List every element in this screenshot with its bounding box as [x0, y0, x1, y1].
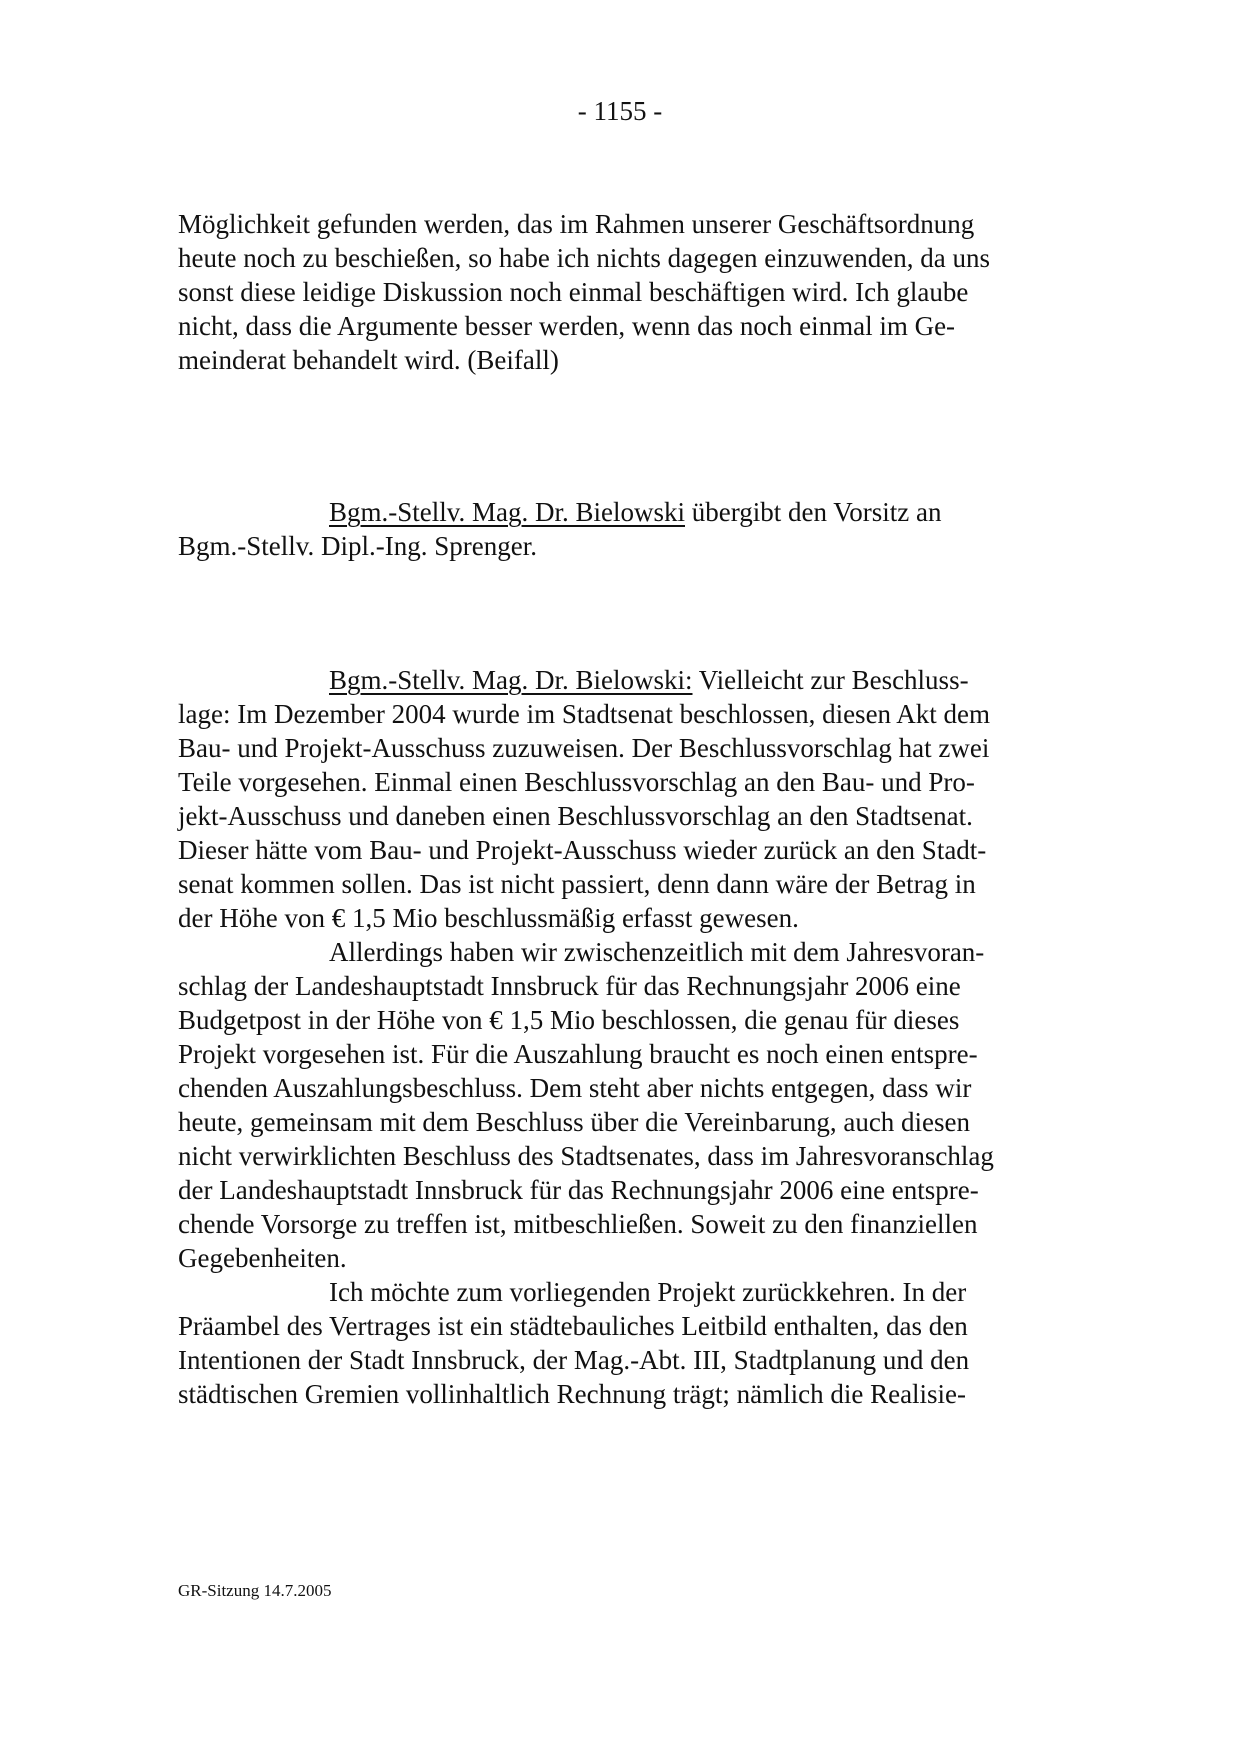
text-line: Präambel des Vertrages ist ein städtebauliches Leitbild enthalten, das den — [178, 1311, 968, 1341]
text-line: der Landeshauptstadt Innsbruck für das Rechnungsjahr 2006 eine entspre- — [178, 1175, 979, 1205]
text-line: nicht, dass die Argumente besser werden, wenn das noch einmal im Ge- — [178, 311, 956, 341]
text-line: Bgm.-Stellv. Dipl.-Ing. Sprenger. — [178, 531, 537, 561]
text-line: sonst diese leidige Diskussion noch einmal beschäftigen wird. Ich glaube — [178, 277, 969, 307]
text-line: städtischen Gremien vollinhaltlich Rechnung trägt; nämlich die Realisie- — [178, 1379, 967, 1409]
text-line: senat kommen sollen. Das ist nicht passiert, denn dann wäre der Betrag in — [178, 869, 976, 899]
text-line: Teile vorgesehen. Einmal einen Beschlussvorschlag an den Bau- und Pro- — [178, 767, 975, 797]
text-line: Budgetpost in der Höhe von € 1,5 Mio beschlossen, die genau für dieses — [178, 1005, 960, 1035]
text-line: lage: Im Dezember 2004 wurde im Stadtsenat beschlossen, diesen Akt dem — [178, 699, 991, 729]
text-line: Bau- und Projekt-Ausschuss zuzuweisen. Der Beschlussvorschlag hat zwei — [178, 733, 990, 763]
text-line: Projekt vorgesehen ist. Für die Auszahlung braucht es noch einen entspre- — [178, 1039, 978, 1069]
handover-text: übergibt den Vorsitz an — [685, 497, 942, 527]
text-line: Dieser hätte vom Bau- und Projekt-Ausschuss wieder zurück an den Stadt- — [178, 835, 987, 865]
text-line: Möglichkeit gefunden werden, das im Rahmen unserer Geschäftsordnung — [178, 209, 975, 239]
handover-line — [329, 495, 941, 529]
text-line: nicht verwirklichten Beschluss des Stadtsenates, dass im Jahresvoranschlag — [178, 1141, 994, 1171]
speaker-name: Bgm.-Stellv. Mag. Dr. Bielowski — [329, 497, 685, 527]
speech-first-line — [329, 663, 969, 697]
page-number: - 1155 - — [577, 96, 663, 126]
text-line: Allerdings haben wir zwischenzeitlich mit dem Jahresvoran- — [329, 937, 985, 967]
text-line: meinderat behandelt wird. (Beifall) — [178, 345, 559, 375]
text-line: Ich möchte zum vorliegenden Projekt zurückkehren. In der — [329, 1277, 967, 1307]
footer: GR-Sitzung 14.7.2005 — [178, 1581, 332, 1600]
text-line: heute noch zu beschießen, so habe ich nichts dagegen einzuwenden, da uns — [178, 243, 990, 273]
text-line: schlag der Landeshauptstadt Innsbruck für das Rechnungsjahr 2006 eine — [178, 971, 961, 1001]
speech-text: Vielleicht zur Beschluss- — [692, 665, 969, 695]
text-line: jekt-Ausschuss und daneben einen Beschlussvorschlag an den Stadtsenat. — [178, 801, 973, 831]
text-line: Intentionen der Stadt Innsbruck, der Mag.-Abt. III, Stadtplanung und den — [178, 1345, 970, 1375]
speaker-name: Bgm.-Stellv. Mag. Dr. Bielowski: — [329, 665, 693, 695]
text-line: heute, gemeinsam mit dem Beschluss über die Vereinbarung, auch diesen — [178, 1107, 971, 1137]
text-line: chenden Auszahlungsbeschluss. Dem steht aber nichts entgegen, dass wir — [178, 1073, 972, 1103]
text-line: chende Vorsorge zu treffen ist, mitbeschließen. Soweit zu den finanziellen — [178, 1209, 978, 1239]
text-line: der Höhe von € 1,5 Mio beschlussmäßig erfasst gewesen. — [178, 903, 799, 933]
text-line: Gegebenheiten. — [178, 1243, 347, 1273]
